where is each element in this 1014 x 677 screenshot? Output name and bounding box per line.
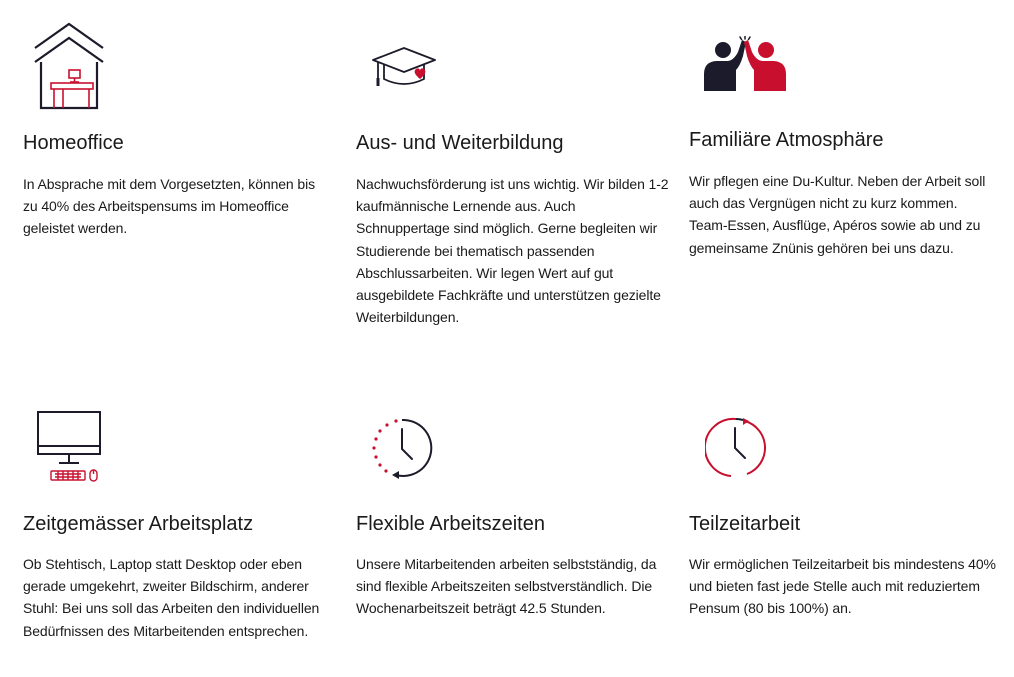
part-time-clock-icon (705, 416, 767, 480)
flexible-clock-icon (372, 417, 434, 481)
computer-workplace-icon (37, 410, 103, 486)
benefit-text: In Absprache mit dem Vorgesetzten, können bis zu 40% des Arbeitspensums im Homeoffice geleistet werden. (23, 176, 316, 237)
benefit-text: Wir ermöglichen Teilzeitarbeit bis mindestens 40% und bieten fast jede Stelle auch mit reduziertem Pensum (80 bis 100%) an. (689, 556, 996, 617)
home-office-icon (33, 22, 105, 110)
benefit-title: Homeoffice (23, 132, 124, 154)
benefit-text: Nachwuchsförderung ist uns wichtig. Wir bilden 1-2 kaufmännische Lernende aus. Auch Schnuppertage sind möglich. Gerne begleiten wir Studierende bei thematisch passenden Abschlussarbeiten. Wir legen Wert auf gut ausgebildete Fachkräfte und unterstützen gezielte Weiterbildungen. (356, 176, 669, 326)
benefit-text: Unsere Mitarbeitenden arbeiten selbstständig, da sind flexible Arbeitszeiten selbstverständlich. Die Wochenarbeitszeit beträgt 42.5 Stunden. (356, 556, 657, 617)
benefit-title: Familiäre Atmosphäre (689, 129, 884, 151)
benefit-title: Zeitgemässer Arbeitsplatz (23, 513, 254, 535)
benefit-title: Teilzeitarbeit (689, 513, 801, 535)
high-five-icon (702, 36, 788, 92)
benefit-text: Ob Stehtisch, Laptop statt Desktop oder eben gerade umgekehrt, zweiter Bildschirm, anderer Stuhl: Bei uns soll das Arbeiten den individuellen Bedürfnissen des Mitarbeitenden entsprechen. (23, 556, 320, 639)
benefit-text: Wir pflegen eine Du-Kultur. Neben der Arbeit soll auch das Vergnügen nicht zu kurz kommen. Team-Essen, Ausflüge, Apéros sowie ab und zu gemeinsame Znünis gehören bei uns dazu. (689, 173, 986, 256)
benefit-title: Flexible Arbeitszeiten (356, 513, 545, 535)
benefit-title: Aus- und Weiterbildung (356, 132, 564, 154)
graduation-cap-heart-icon (372, 45, 436, 91)
